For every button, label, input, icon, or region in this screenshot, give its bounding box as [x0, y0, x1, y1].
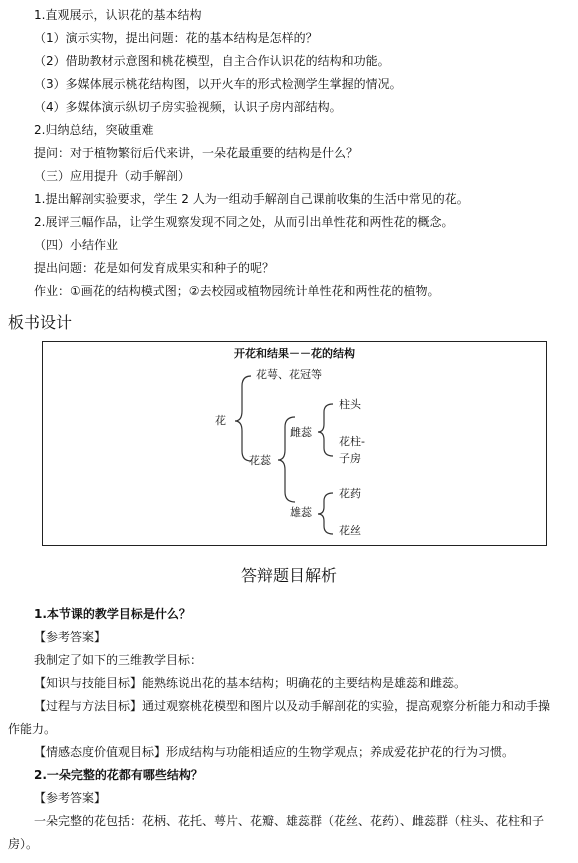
answer-1-intro: 我制定了如下的三维教学目标：: [34, 653, 203, 667]
homework: 作业：①画花的结构模式图；②去校园或植物园统计单性花和两性花的植物。: [34, 284, 440, 298]
label-filament: 花丝: [339, 524, 361, 537]
question-text: 提问：对于植物繁衍后代来讲，一朵花最重要的结构是什么？: [34, 146, 359, 160]
board-title: 开花和结果－－花的结构: [234, 347, 355, 360]
answer-2-line-1: 一朵完整的花包括：花柄、花托、萼片、花瓣、雄蕊群（花丝、花药）、雌蕊群（柱头、花柱和子: [34, 814, 545, 828]
summary-question: 提出问题：花是如何发育成果实和种子的呢？: [34, 261, 275, 275]
answer-1-knowledge: 【知识与技能目标】能熟练说出花的基本结构；明确花的主要结构是雄蕊和雌蕊。: [34, 676, 467, 690]
step-1-item-2: （2）借助教材示意图和桃花模型，自主合作认识花的结构和功能。: [34, 54, 390, 68]
label-sepals-petals: 花萼、花冠等: [256, 368, 322, 381]
step-1-heading: 1.直观展示，认识花的基本结构: [34, 8, 202, 22]
question-2: 2.一朵完整的花都有哪些结构？: [34, 768, 203, 782]
label-pistil: 雌蕊: [290, 426, 312, 439]
question-1: 1.本节课的教学目标是什么？: [34, 607, 191, 621]
label-ovary: 子房: [339, 452, 361, 465]
step-1-item-3: （3）多媒体展示桃花结构图，以开火车的形式检测学生掌握的情况。: [34, 77, 402, 91]
section-4-heading: （四）小结作业: [34, 238, 119, 252]
label-style: 花柱-: [339, 435, 365, 448]
label-stamen: 雄蕊: [290, 506, 312, 519]
step-1-item-1: （1）演示实物，提出问题：花的基本结构是怎样的？: [34, 31, 318, 45]
step-2-heading: 2.归纳总结，突破重难: [34, 123, 154, 137]
answer-1-process: 【过程与方法目标】通过观察桃花模型和图片以及动手解剖花的实验，提高观察分析能力和动手操: [34, 699, 551, 713]
board-diagram: [42, 341, 547, 546]
stamen-bracket: [318, 493, 333, 534]
reference-answer-1: 【参考答案】: [34, 630, 107, 644]
answer-2-line-2: 房）。: [8, 837, 39, 851]
label-stamen-pistil: 花蕊: [249, 454, 271, 467]
answer-1-process-cont: 作能力。: [8, 722, 57, 736]
reference-answer-2: 【参考答案】: [34, 791, 107, 805]
flower-bracket: [235, 376, 251, 461]
label-stigma: 柱头: [339, 398, 361, 411]
step-1-item-4: （4）多媒体演示纵切子房实验视频，认识子房内部结构。: [34, 100, 342, 114]
section-3-item-1: 1.提出解剖实验要求，学生 2 人为一组动手解剖自己课前收集的生活中常见的花。: [34, 192, 469, 206]
answer-1-emotion: 【情感态度价值观目标】形成结构与功能相适应的生物学观点；养成爱花护花的行为习惯。: [34, 745, 515, 759]
label-flower: 花: [215, 414, 226, 427]
label-anther: 花药: [339, 487, 361, 500]
pistil-bracket: [318, 404, 333, 456]
board-design-heading: 板书设计: [8, 313, 73, 332]
section-3-item-2: 2.展评三幅作品，让学生观察发现不同之处，从而引出单性花和两性花的概念。: [34, 215, 454, 229]
qa-heading: 答辩题目解析: [240, 566, 337, 585]
section-3-heading: （三）应用提升（动手解剖）: [34, 169, 191, 183]
